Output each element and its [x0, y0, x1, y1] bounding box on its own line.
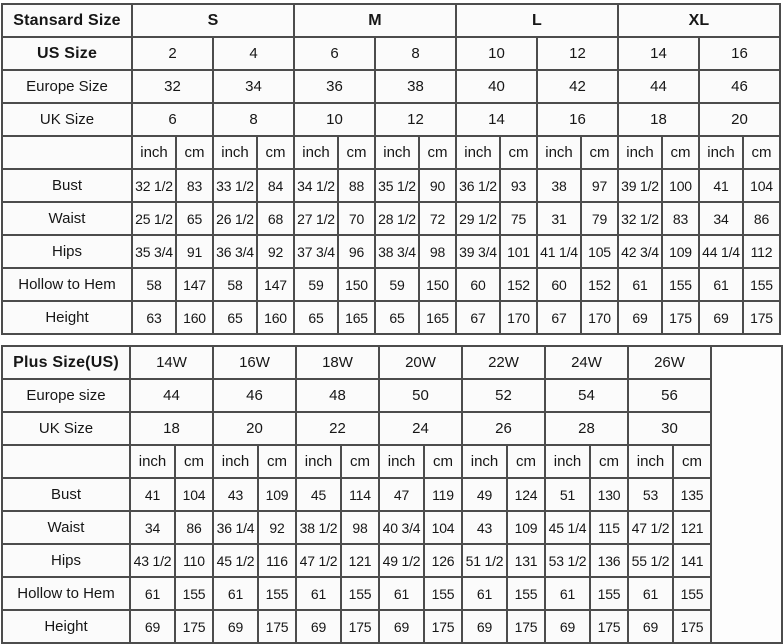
value-cell: 61: [213, 577, 258, 610]
size-group-header: 24W: [545, 346, 628, 379]
value-cell: 160: [176, 301, 213, 334]
measurement-label: Bust: [2, 169, 132, 202]
size-cell: 48: [296, 379, 379, 412]
value-cell: 42 3/4: [618, 235, 662, 268]
value-cell: 68: [257, 202, 294, 235]
value-cell: 141: [673, 544, 711, 577]
size-group-header: XL: [618, 4, 780, 37]
size-cell: 8: [375, 37, 456, 70]
value-cell: 38: [537, 169, 581, 202]
unit-row: [2, 136, 780, 169]
value-cell: 61: [618, 268, 662, 301]
unit-header-cell: cm: [338, 136, 375, 169]
value-cell: 110: [175, 544, 213, 577]
value-cell: 39 3/4: [456, 235, 500, 268]
value-cell: 152: [581, 268, 618, 301]
value-cell: 100: [662, 169, 699, 202]
value-cell: 37 3/4: [294, 235, 338, 268]
unit-header-cell: inch: [130, 445, 175, 478]
value-cell: 35 3/4: [132, 235, 176, 268]
measurement-row: [2, 511, 782, 544]
value-cell: 91: [176, 235, 213, 268]
row-label: Europe size: [2, 379, 130, 412]
measurement-row: [2, 202, 780, 235]
unit-header-cell: cm: [507, 445, 545, 478]
value-cell: 39 1/2: [618, 169, 662, 202]
size-cell: 36: [294, 70, 375, 103]
measurement-label: Hollow to Hem: [2, 577, 130, 610]
measurement-row: [2, 169, 780, 202]
value-cell: 61: [699, 268, 743, 301]
unit-header-cell: cm: [581, 136, 618, 169]
value-cell: 104: [424, 511, 462, 544]
value-cell: 116: [258, 544, 296, 577]
value-cell: 60: [456, 268, 500, 301]
size-cell: 46: [213, 379, 296, 412]
value-cell: 104: [743, 169, 780, 202]
size-cell: 6: [132, 103, 213, 136]
size-cell: 2: [132, 37, 213, 70]
value-cell: 170: [500, 301, 537, 334]
size-cell: 26: [462, 412, 545, 445]
value-cell: 155: [258, 577, 296, 610]
unit-header-cell: cm: [419, 136, 456, 169]
value-cell: 69: [699, 301, 743, 334]
table-title: Plus Size(US): [2, 346, 130, 379]
value-cell: 109: [507, 511, 545, 544]
size-group-header: 14W: [130, 346, 213, 379]
value-cell: 119: [424, 478, 462, 511]
size-cell: 18: [130, 412, 213, 445]
size-cell: 50: [379, 379, 462, 412]
value-cell: 69: [462, 610, 507, 643]
value-cell: 33 1/2: [213, 169, 257, 202]
value-cell: 136: [590, 544, 628, 577]
measurement-row: [2, 577, 782, 610]
value-cell: 175: [673, 610, 711, 643]
value-cell: 36 1/4: [213, 511, 258, 544]
value-cell: 34: [130, 511, 175, 544]
value-cell: 67: [537, 301, 581, 334]
standard-size-table: [1, 3, 781, 335]
size-cell: 6: [294, 37, 375, 70]
measurement-row: [2, 544, 782, 577]
value-cell: 175: [743, 301, 780, 334]
value-cell: 135: [673, 478, 711, 511]
value-cell: 70: [338, 202, 375, 235]
size-cell: 44: [130, 379, 213, 412]
measurement-label: Hips: [2, 544, 130, 577]
value-cell: 155: [662, 268, 699, 301]
value-cell: 175: [662, 301, 699, 334]
value-cell: 175: [175, 610, 213, 643]
unit-header-cell: inch: [628, 445, 673, 478]
value-cell: 43: [462, 511, 507, 544]
size-cell: 44: [618, 70, 699, 103]
table-title: Stansard Size: [2, 4, 132, 37]
value-cell: 175: [507, 610, 545, 643]
unit-header-cell: cm: [590, 445, 628, 478]
unit-header-cell: cm: [424, 445, 462, 478]
value-cell: 93: [500, 169, 537, 202]
value-cell: 96: [338, 235, 375, 268]
value-cell: 175: [590, 610, 628, 643]
plus-size-table-body: [2, 346, 782, 643]
value-cell: 58: [213, 268, 257, 301]
value-cell: 41 1/4: [537, 235, 581, 268]
value-cell: 69: [545, 610, 590, 643]
value-cell: 165: [338, 301, 375, 334]
value-cell: 38 1/2: [296, 511, 341, 544]
value-cell: 105: [581, 235, 618, 268]
value-cell: 155: [590, 577, 628, 610]
value-cell: 175: [424, 610, 462, 643]
unit-header-cell: inch: [132, 136, 176, 169]
measurement-label: Bust: [2, 478, 130, 511]
value-cell: 69: [130, 610, 175, 643]
value-cell: 90: [419, 169, 456, 202]
value-cell: 65: [375, 301, 419, 334]
value-cell: 104: [175, 478, 213, 511]
standard-size-table-body: [2, 4, 780, 334]
blank-label-cell: [2, 445, 130, 478]
value-cell: 32 1/2: [132, 169, 176, 202]
value-cell: 115: [590, 511, 628, 544]
value-cell: 59: [375, 268, 419, 301]
value-cell: 41: [130, 478, 175, 511]
value-cell: 112: [743, 235, 780, 268]
plus-size-table: [1, 345, 783, 644]
row-label: Europe Size: [2, 70, 132, 103]
value-cell: 75: [500, 202, 537, 235]
value-cell: 61: [130, 577, 175, 610]
unit-header-cell: cm: [500, 136, 537, 169]
header-row: [2, 4, 780, 37]
size-group-header: 26W: [628, 346, 711, 379]
value-cell: 53 1/2: [545, 544, 590, 577]
value-cell: 69: [628, 610, 673, 643]
value-cell: 124: [507, 478, 545, 511]
value-cell: 44 1/4: [699, 235, 743, 268]
value-cell: 51: [545, 478, 590, 511]
value-cell: 67: [456, 301, 500, 334]
value-cell: 69: [379, 610, 424, 643]
size-group-header: 16W: [213, 346, 296, 379]
value-cell: 101: [500, 235, 537, 268]
value-cell: 61: [379, 577, 424, 610]
value-cell: 152: [500, 268, 537, 301]
value-cell: 61: [545, 577, 590, 610]
size-cell: 18: [618, 103, 699, 136]
value-cell: 40 3/4: [379, 511, 424, 544]
value-cell: 130: [590, 478, 628, 511]
size-cell: 42: [537, 70, 618, 103]
value-cell: 38 3/4: [375, 235, 419, 268]
unit-header-cell: inch: [456, 136, 500, 169]
size-cell: 12: [375, 103, 456, 136]
measurement-row: [2, 610, 782, 643]
value-cell: 45 1/4: [545, 511, 590, 544]
size-cell: 10: [294, 103, 375, 136]
size-row: [2, 70, 780, 103]
measurement-label: Hollow to Hem: [2, 268, 132, 301]
size-cell: 40: [456, 70, 537, 103]
value-cell: 43: [213, 478, 258, 511]
value-cell: 65: [294, 301, 338, 334]
unit-header-cell: cm: [176, 136, 213, 169]
value-cell: 165: [419, 301, 456, 334]
size-cell: 8: [213, 103, 294, 136]
size-row: [2, 37, 780, 70]
row-label: US Size: [2, 37, 132, 70]
value-cell: 155: [341, 577, 379, 610]
unit-header-cell: cm: [662, 136, 699, 169]
size-group-header: L: [456, 4, 618, 37]
value-cell: 97: [581, 169, 618, 202]
value-cell: 155: [424, 577, 462, 610]
value-cell: 175: [341, 610, 379, 643]
value-cell: 69: [213, 610, 258, 643]
value-cell: 63: [132, 301, 176, 334]
size-cell: 10: [456, 37, 537, 70]
value-cell: 131: [507, 544, 545, 577]
size-group-header: 22W: [462, 346, 545, 379]
value-cell: 59: [294, 268, 338, 301]
value-cell: 126: [424, 544, 462, 577]
value-cell: 86: [743, 202, 780, 235]
value-cell: 45 1/2: [213, 544, 258, 577]
value-cell: 36 3/4: [213, 235, 257, 268]
size-cell: 22: [296, 412, 379, 445]
value-cell: 147: [257, 268, 294, 301]
value-cell: 83: [662, 202, 699, 235]
value-cell: 150: [419, 268, 456, 301]
unit-header-cell: inch: [699, 136, 743, 169]
value-cell: 92: [257, 235, 294, 268]
value-cell: 27 1/2: [294, 202, 338, 235]
measurement-label: Height: [2, 610, 130, 643]
unit-row: [2, 445, 782, 478]
value-cell: 29 1/2: [456, 202, 500, 235]
value-cell: 121: [673, 511, 711, 544]
value-cell: 43 1/2: [130, 544, 175, 577]
value-cell: 175: [258, 610, 296, 643]
value-cell: 61: [296, 577, 341, 610]
value-cell: 47 1/2: [628, 511, 673, 544]
size-cell: 4: [213, 37, 294, 70]
measurement-row: [2, 301, 780, 334]
measurement-label: Waist: [2, 202, 132, 235]
value-cell: 49: [462, 478, 507, 511]
value-cell: 150: [338, 268, 375, 301]
value-cell: 147: [176, 268, 213, 301]
value-cell: 65: [213, 301, 257, 334]
size-group-header: S: [132, 4, 294, 37]
size-row: [2, 412, 782, 445]
unit-header-cell: inch: [294, 136, 338, 169]
value-cell: 61: [462, 577, 507, 610]
value-cell: 34: [699, 202, 743, 235]
value-cell: 69: [296, 610, 341, 643]
value-cell: 92: [258, 511, 296, 544]
size-cell: 20: [213, 412, 296, 445]
size-cell: 28: [545, 412, 628, 445]
value-cell: 28 1/2: [375, 202, 419, 235]
value-cell: 69: [618, 301, 662, 334]
size-group-header: M: [294, 4, 456, 37]
measurement-label: Hips: [2, 235, 132, 268]
size-cell: 14: [618, 37, 699, 70]
measurement-row: [2, 268, 780, 301]
size-cell: 12: [537, 37, 618, 70]
unit-header-cell: inch: [375, 136, 419, 169]
value-cell: 45: [296, 478, 341, 511]
unit-header-cell: inch: [379, 445, 424, 478]
blank-label-cell: [2, 136, 132, 169]
value-cell: 114: [341, 478, 379, 511]
value-cell: 58: [132, 268, 176, 301]
value-cell: 121: [341, 544, 379, 577]
size-cell: 38: [375, 70, 456, 103]
size-cell: 56: [628, 379, 711, 412]
value-cell: 65: [176, 202, 213, 235]
header-row: [2, 346, 782, 379]
value-cell: 25 1/2: [132, 202, 176, 235]
size-group-header: 18W: [296, 346, 379, 379]
value-cell: 53: [628, 478, 673, 511]
size-cell: 14: [456, 103, 537, 136]
value-cell: 61: [628, 577, 673, 610]
value-cell: 35 1/2: [375, 169, 419, 202]
measurement-label: Height: [2, 301, 132, 334]
value-cell: 55 1/2: [628, 544, 673, 577]
value-cell: 51 1/2: [462, 544, 507, 577]
value-cell: 109: [662, 235, 699, 268]
unit-header-cell: inch: [213, 445, 258, 478]
value-cell: 170: [581, 301, 618, 334]
size-cell: 54: [545, 379, 628, 412]
size-row: [2, 379, 782, 412]
unit-header-cell: inch: [462, 445, 507, 478]
unit-header-cell: cm: [341, 445, 379, 478]
unit-header-cell: inch: [618, 136, 662, 169]
value-cell: 26 1/2: [213, 202, 257, 235]
value-cell: 109: [258, 478, 296, 511]
value-cell: 32 1/2: [618, 202, 662, 235]
unit-header-cell: cm: [257, 136, 294, 169]
value-cell: 155: [743, 268, 780, 301]
value-cell: 155: [175, 577, 213, 610]
row-label: UK Size: [2, 103, 132, 136]
value-cell: 34 1/2: [294, 169, 338, 202]
unit-header-cell: inch: [545, 445, 590, 478]
value-cell: 41: [699, 169, 743, 202]
value-cell: 88: [338, 169, 375, 202]
size-cell: 34: [213, 70, 294, 103]
size-cell: 16: [699, 37, 780, 70]
value-cell: 47 1/2: [296, 544, 341, 577]
row-label: UK Size: [2, 412, 130, 445]
measurement-label: Waist: [2, 511, 130, 544]
unit-header-cell: cm: [175, 445, 213, 478]
value-cell: 155: [673, 577, 711, 610]
value-cell: 72: [419, 202, 456, 235]
value-cell: 84: [257, 169, 294, 202]
measurement-row: [2, 478, 782, 511]
unit-header-cell: inch: [213, 136, 257, 169]
value-cell: 31: [537, 202, 581, 235]
value-cell: 49 1/2: [379, 544, 424, 577]
unit-header-cell: cm: [673, 445, 711, 478]
value-cell: 36 1/2: [456, 169, 500, 202]
value-cell: 155: [507, 577, 545, 610]
value-cell: 98: [341, 511, 379, 544]
size-cell: 32: [132, 70, 213, 103]
size-cell: 30: [628, 412, 711, 445]
size-group-header: 20W: [379, 346, 462, 379]
unit-header-cell: cm: [258, 445, 296, 478]
value-cell: 160: [257, 301, 294, 334]
size-cell: 24: [379, 412, 462, 445]
unit-header-cell: inch: [296, 445, 341, 478]
unit-header-cell: inch: [537, 136, 581, 169]
value-cell: 79: [581, 202, 618, 235]
unit-header-cell: cm: [743, 136, 780, 169]
measurement-row: [2, 235, 780, 268]
size-cell: 52: [462, 379, 545, 412]
value-cell: 60: [537, 268, 581, 301]
size-cell: 20: [699, 103, 780, 136]
value-cell: 98: [419, 235, 456, 268]
value-cell: 47: [379, 478, 424, 511]
value-cell: 83: [176, 169, 213, 202]
size-cell: 46: [699, 70, 780, 103]
size-cell: 16: [537, 103, 618, 136]
value-cell: 86: [175, 511, 213, 544]
size-row: [2, 103, 780, 136]
empty-cell: [711, 346, 782, 643]
